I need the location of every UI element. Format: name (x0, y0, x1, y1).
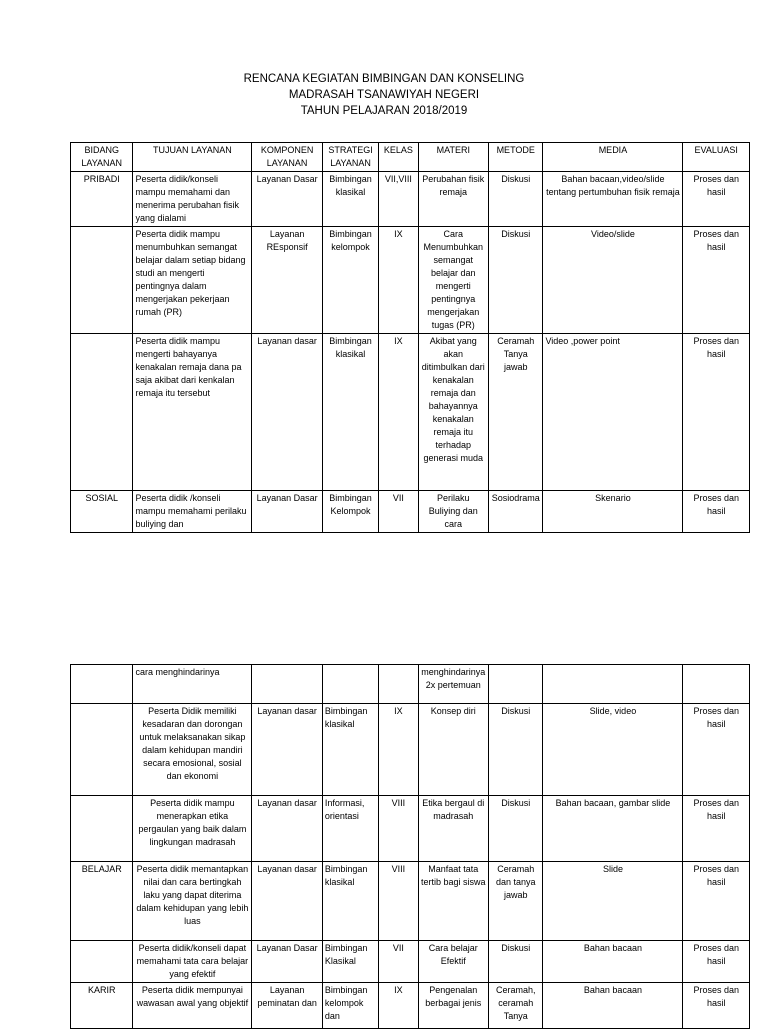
media-cell: Bahan bacaan (543, 983, 683, 1029)
materi-cell: Manfaat tata tertib bagi siswa (418, 862, 489, 941)
table-row (71, 704, 750, 796)
strategi-cell: Bimbingan klasikal (322, 334, 378, 491)
kelas-cell: IX (379, 334, 418, 491)
table-row (71, 172, 750, 227)
kelas-cell: VII (379, 941, 418, 983)
metode-cell: Sosiodrama (489, 491, 543, 533)
evaluasi-cell: Proses dan hasil (683, 941, 750, 983)
bidang-cell (71, 665, 133, 704)
tujuan-cell: Peserta didik mampu menumbuhkan semangat belajar dalam setiap bidang studi an mengerti pentingnya dalam mengerjakan pekerjaan rumah (PR) (133, 227, 252, 334)
materi-cell: Konsep diri (418, 704, 489, 796)
materi-cell: Cara belajar Efektif (418, 941, 489, 983)
header-cell: BIDANG LAYANAN (71, 143, 133, 172)
header-cell: STRATEGI LAYANAN (322, 143, 378, 172)
kelas-cell (379, 665, 418, 704)
strategi-cell: Bimbingan klasikal (322, 704, 378, 796)
media-cell: Slide, video (543, 704, 683, 796)
metode-cell: Ceramah Tanya jawab (489, 334, 543, 491)
komponen-cell: Layanan Dasar (252, 491, 323, 533)
header-cell: MEDIA (543, 143, 683, 172)
activity-plan-table-page-2 (70, 664, 750, 1029)
evaluasi-cell: Proses dan hasil (683, 704, 750, 796)
table-row (71, 227, 750, 334)
tujuan-cell: Peserta didik/konseli mampu memahami dan menerima perubahan fisik yang dialami (133, 172, 252, 227)
strategi-cell: Informasi, orientasi (322, 796, 378, 862)
kelas-cell: VII (379, 491, 418, 533)
komponen-cell: Layanan dasar (252, 334, 323, 491)
table-row (71, 862, 750, 941)
materi-cell: Etika bergaul di madrasah (418, 796, 489, 862)
table-row (71, 983, 750, 1029)
evaluasi-cell: Proses dan hasil (683, 172, 750, 227)
media-cell: Skenario (543, 491, 683, 533)
metode-cell: Diskusi (489, 941, 543, 983)
tujuan-cell: Peserta didik mempunyai wawasan awal yang objektif (133, 983, 252, 1029)
tujuan-cell: Peserta didik/konseli dapat memahami tata cara belajar yang efektif (133, 941, 252, 983)
komponen-cell: Layanan dasar (252, 862, 323, 941)
bidang-cell (71, 334, 133, 491)
bidang-cell (71, 941, 133, 983)
kelas-cell: VIII (379, 862, 418, 941)
kelas-cell: VII,VIII (379, 172, 418, 227)
table-row (71, 491, 750, 533)
header-row (71, 143, 750, 172)
kelas-cell: IX (379, 227, 418, 334)
bidang-cell: BELAJAR (71, 862, 133, 941)
komponen-cell (252, 665, 323, 704)
activity-plan-table-page-1 (70, 142, 750, 533)
media-cell: Bahan bacaan, gambar slide (543, 796, 683, 862)
tujuan-cell: cara menghindarinya (133, 665, 252, 704)
metode-cell: Diskusi (489, 704, 543, 796)
materi-cell: Perilaku Buliying dan cara (418, 491, 489, 533)
kelas-cell: VIII (379, 796, 418, 862)
table-row (71, 334, 750, 491)
metode-cell: Diskusi (489, 796, 543, 862)
metode-cell: Diskusi (489, 172, 543, 227)
bidang-cell (71, 796, 133, 862)
table-row (71, 665, 750, 704)
header-cell: KELAS (379, 143, 418, 172)
bidang-cell (71, 227, 133, 334)
komponen-cell: Layanan REsponsif (252, 227, 323, 334)
bidang-cell: PRIBADI (71, 172, 133, 227)
media-cell (543, 665, 683, 704)
komponen-cell: Layanan dasar (252, 796, 323, 862)
header-cell: EVALUASI (683, 143, 750, 172)
kelas-cell: IX (379, 983, 418, 1029)
title-line-1: RENCANA KEGIATAN BIMBINGAN DAN KONSELING (243, 73, 525, 85)
materi-cell: Perubahan fisik remaja (418, 172, 489, 227)
bidang-cell: KARIR (71, 983, 133, 1029)
strategi-cell: Bimbingan kelompok (322, 227, 378, 334)
materi-cell: Pengenalan berbagai jenis (418, 983, 489, 1029)
materi-cell: Cara Menumbuhkan semangat belajar dan mengerti pentingnya mengerjakan tugas (PR) (418, 227, 489, 334)
strategi-cell: Bimbingan klasikal (322, 862, 378, 941)
tujuan-cell: Peserta didik mampu mengerti bahayanya kenakalan remaja dana pa saja akibat dari kenkalan remaja itu tersebut (133, 334, 252, 491)
metode-cell (489, 665, 543, 704)
media-cell: Bahan bacaan (543, 941, 683, 983)
bidang-cell (71, 704, 133, 796)
table-row (71, 941, 750, 983)
evaluasi-cell: Proses dan hasil (683, 227, 750, 334)
evaluasi-cell (683, 665, 750, 704)
evaluasi-cell: Proses dan hasil (683, 862, 750, 941)
media-cell: Bahan bacaan,video/slide tentang pertumbuhan fisik remaja (543, 172, 683, 227)
media-cell: Slide (543, 862, 683, 941)
tujuan-cell: Peserta didik /konseli mampu memahami perilaku buliying dan (133, 491, 252, 533)
komponen-cell: Layanan Dasar (252, 172, 323, 227)
header-cell: KOMPONEN LAYANAN (252, 143, 323, 172)
strategi-cell (322, 665, 378, 704)
komponen-cell: Layanan peminatan dan (252, 983, 323, 1029)
media-cell: Video/slide (543, 227, 683, 334)
strategi-cell: Bimbingan klasikal (322, 172, 378, 227)
strategi-cell: Bimbingan kelompok dan (322, 983, 378, 1029)
materi-cell: menghindarinya 2x pertemuan (418, 665, 489, 704)
title-line-2: MADRASAH TSANAWIYAH NEGERI (288, 89, 480, 101)
bidang-cell: SOSIAL (71, 491, 133, 533)
strategi-cell: Bimbingan Kelompok (322, 491, 378, 533)
header-cell: MATERI (418, 143, 489, 172)
evaluasi-cell: Proses dan hasil (683, 796, 750, 862)
evaluasi-cell: Proses dan hasil (683, 983, 750, 1029)
media-cell: Video ,power point (543, 334, 683, 491)
tujuan-cell: Peserta didik mampu menerapkan etika pergaulan yang baik dalam lingkungan madrasah (133, 796, 252, 862)
komponen-cell: Layanan dasar (252, 704, 323, 796)
tujuan-cell: Peserta Didik memiliki kesadaran dan dorongan untuk melaksanakan sikap dalam kehidupan mandiri secara emosional, sosial dan ekonomi (133, 704, 252, 796)
header-cell: METODE (489, 143, 543, 172)
tujuan-cell: Peserta didik memantapkan nilai dan cara bertingkah laku yang dapat diterima dalam kehidupan yang lebih luas (133, 862, 252, 941)
document-title (0, 71, 768, 119)
metode-cell: Ceramah dan tanya jawab (489, 862, 543, 941)
strategi-cell: Bimbingan Klasikal (322, 941, 378, 983)
materi-cell: Akibat yang akan ditimbulkan dari kenakalan remaja dan bahayannya kenakalan remaja itu terhadap generasi muda (418, 334, 489, 491)
kelas-cell: IX (379, 704, 418, 796)
table-row (71, 796, 750, 862)
metode-cell: Diskusi (489, 227, 543, 334)
metode-cell: Ceramah, ceramah Tanya (489, 983, 543, 1029)
title-line-3: TAHUN PELAJARAN 2018/2019 (300, 105, 468, 117)
evaluasi-cell: Proses dan hasil (683, 491, 750, 533)
header-cell: TUJUAN LAYANAN (133, 143, 252, 172)
komponen-cell: Layanan Dasar (252, 941, 323, 983)
evaluasi-cell: Proses dan hasil (683, 334, 750, 491)
